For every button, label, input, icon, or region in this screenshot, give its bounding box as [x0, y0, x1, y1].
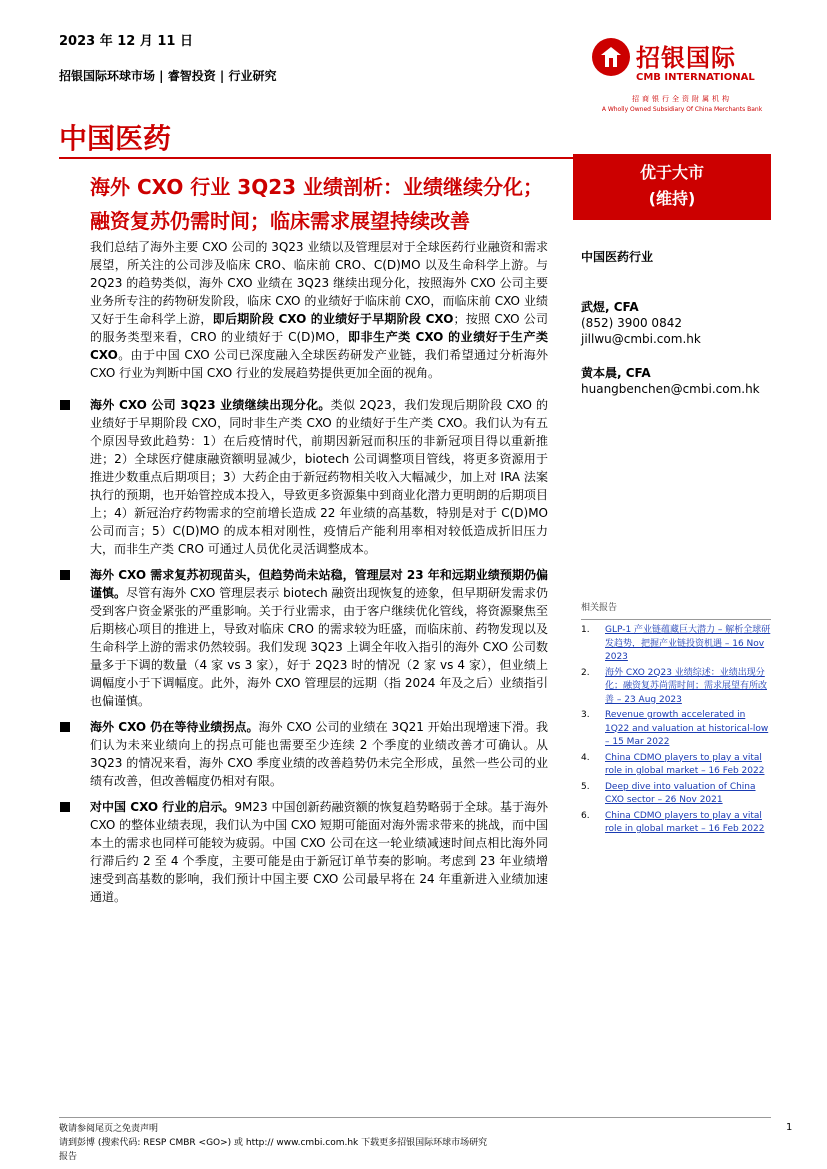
- related-report-link[interactable]: [581, 752, 771, 779]
- footer: [59, 1122, 487, 1164]
- summary-paragraph: [90, 238, 548, 382]
- analyst-sidebar: [581, 248, 771, 397]
- bullet-square-icon: [60, 570, 70, 580]
- bullet-item: [60, 566, 548, 710]
- related-report-link[interactable]: [581, 781, 771, 808]
- rating-status: (维持): [648, 189, 696, 208]
- bullet-square-icon: [60, 802, 70, 812]
- related-report-link[interactable]: [581, 810, 771, 837]
- page-number: 1: [786, 1122, 793, 1133]
- analyst-phone: (852) 3900 0842: [581, 316, 682, 330]
- related-num: 6.: [581, 810, 590, 821]
- rating-label: 优于大市: [639, 163, 704, 182]
- related-reports: [581, 600, 771, 839]
- footer-disclaimer[interactable]: 敬请参阅尾页之免责声明: [59, 1124, 159, 1134]
- analyst-name: 黄本晨, CFA: [581, 366, 651, 380]
- analyst-email[interactable]: huangbenchen@cmbi.com.hk: [581, 382, 760, 396]
- related-num: 1.: [581, 625, 590, 635]
- logo-tagline-en: A Wholly Owned Subsidiary Of China Merchants Bank: [601, 106, 763, 113]
- related-num: 4.: [581, 752, 590, 763]
- key-points: [60, 396, 548, 914]
- bullet-square-icon: [60, 722, 70, 732]
- report-date: 2023 年 12 月 11 日: [59, 34, 193, 49]
- bullet-item: [60, 718, 548, 790]
- related-num: 5.: [581, 781, 590, 792]
- title-line-1: 海外 CXO 行业 3Q23 业绩剖析：业绩继续分化；: [90, 175, 543, 199]
- bullet-heading: 对中国 CXO 行业的启示。: [90, 800, 235, 814]
- sector-title: 中国医药: [59, 122, 172, 155]
- bullet-text: 类似 2Q23，我们发现后期阶段 CXO 的业绩好于早期阶段 CXO，同时非生产类 CXO 的业绩好于生产类 CXO。我们认为有五个原因导致此趋势：1）在后疫情时代，前期因新冠而积压的非新冠项目得以重新推进；2）全球医疗健康融资额明显减少，biotech 公司调整项目管线，将更多资源用于推进少数重点后期项目；3）大药企由于新冠药物相关收入大幅减少，加上对 IRA 法案执行的预期，也开始管控成本投入，导致更多资源集中到商业化潜力更明朗的后期项目上；4）新冠治疗药物需求的空前增长造成 22 年业绩的高基数，特别是对于 C(D)MO 公司而言；5）C(D)MO 的成本相对刚性，疫情后产能利用率相对较低造成折旧压力大，而非生产类 CRO 可通过人员优化灵活调整成本。: [90, 398, 549, 556]
- logo-en: CMB INTERNATIONAL: [636, 72, 755, 83]
- related-num: 3.: [581, 710, 590, 720]
- rating-box: [573, 154, 771, 220]
- title-line-2: 融资复苏仍需时间；临床需求展望持续改善: [90, 209, 470, 233]
- bullet-square-icon: [60, 400, 70, 410]
- logo-cn: 招银国际: [636, 44, 736, 72]
- related-title: China CDMO players to play a vital role in global market – 16 Feb 2022: [605, 810, 765, 834]
- report-subheader: 招银国际环球市场 | 睿智投资 | 行业研究: [59, 69, 277, 83]
- bullet-heading: 海外 CXO 公司 3Q23 业绩继续出现分化。: [90, 398, 331, 412]
- cmbi-logo: [592, 38, 772, 118]
- bullet-item: [60, 798, 548, 906]
- bullet-text: 9M23 中国创新药融资额的恢复趋势略弱于全球。基于海外 CXO 的整体业绩表现，我们认为中国 CXO 短期可能面对海外需求带来的挑战，而中国本土的需求也同样可能较为疲弱。中国 CXO 公司在这一轮业绩减速时间点相比海外同行滞后约 2 至 4 个季度，主要可能是由于新冠订单节奏的影响。考虑到 23 年业绩增速受到高基数的影响，我们预计中国主要 CXO 公司最早将在 24 年重新进入业绩加速通道。: [90, 800, 549, 904]
- footer-divider: [59, 1117, 771, 1118]
- logo-tagline-cn: 招商银行全资附属机构: [632, 95, 732, 103]
- bullet-item: [60, 396, 548, 558]
- footer-download-cont: 报告: [59, 1152, 78, 1162]
- related-title: GLP-1 产业链蕴藏巨大潜力 – 解析全球研发趋势，把握产业链投资机遇 – 16 Nov 2023: [605, 625, 771, 662]
- related-title: China CDMO players to play a vital role in global market – 16 Feb 2022: [605, 752, 765, 776]
- related-divider: [581, 619, 771, 620]
- bullet-heading: 海外 CXO 仍在等待业绩拐点。: [90, 720, 259, 734]
- report-title: [90, 170, 543, 238]
- related-num: 2.: [581, 667, 590, 678]
- related-title: Deep dive into valuation of China CXO sector – 26 Nov 2021: [605, 781, 756, 805]
- related-title: Revenue growth accelerated in 1Q22 and valuation at historical-low – 15 Mar 2022: [605, 710, 769, 747]
- bullet-text: 海外 CXO 公司的业绩在 3Q21 开始出现增速下滑。我们认为未来业绩向上的拐点可能也需要至少连续 2 个季度的业绩改善才可确认。从 3Q23 的情况来看，海外 CXO 季度业绩的改善趋势仍未完全形成，虽然一些公司的业绩有改善，但改善幅度仍相对有限。: [90, 720, 548, 788]
- summary-text-3: 。由于中国 CXO 公司已深度融入全球医药研发产业链，我们希望通过分析海外 CXO 行业为判断中国 CXO 行业的发展趋势提供更加全面的视角。: [90, 348, 548, 380]
- cmbi-logo-icon: [592, 38, 630, 76]
- related-report-link[interactable]: [581, 667, 771, 708]
- related-report-link[interactable]: [581, 709, 771, 750]
- bullet-heading: 海外 CXO 需求复苏初现苗头，但趋势尚未站稳，管理层对 23 年和远期业绩预期仍偏谨慎。: [90, 568, 548, 600]
- analyst-name: 武煜, CFA: [581, 300, 639, 314]
- bullet-text: 尽管有海外 CXO 管理层表示 biotech 融资出现恢复的迹象，但早期研发需求仍受到客户资金紧张的严重影响。关于行业需求，由于客户继续优化管线，将资源聚焦至后期核心项目的推进上，导致对临床 CRO 的需求较为旺盛，而临床前、药物发现以及生命科学上游的需求仍然较弱。我们发现 3Q23 上调全年收入指引的海外 CXO 公司数量多于下调的数量（4 家 vs 3 家），好于 2Q23 时的情况（2 家 vs 4 家），但业绩上调幅度小于下调幅度。此外，海外 CXO 管理层的远期（指 2024 年及之后）业绩指引也偏谨慎。: [90, 586, 548, 708]
- footer-download[interactable]: 请到彭博 (搜索代码: RESP CMBR <GO>) 或 http:// www.cmbi.com.hk 下载更多招银国际环球市场研究: [59, 1138, 488, 1148]
- summary-bold-2: 即非生产类 CXO 的业绩好于生产类 CXO: [90, 330, 548, 362]
- summary-text-1: 我们总结了海外主要 CXO 公司的 3Q23 业绩以及管理层对于全球医药行业融资和需求展望，所关注的公司涉及临床 CRO、临床前 CRO、C(D)MO 以及生命科学上游。与 2Q23 的趋势类似，海外 CXO 业绩在 3Q23 继续出现分化，按照海外 CXO 公司主要业务所专注的药物研发阶段，临床 CXO 的业绩好于临床前 CXO，而临床前 CXO 业绩又好于生命科学上游，: [90, 240, 548, 326]
- related-title: 海外 CXO 2Q23 业绩综述：业绩出现分化；融资复苏尚需时间；需求展望有所改善 – 23 Aug 2023: [605, 667, 768, 705]
- summary-text-2: ；按照 CXO 公司的服务类型来看，CRO 的业绩好于 C(D)MO，: [90, 312, 548, 344]
- summary-bold-1: 即后期阶段 CXO 的业绩好于早期阶段 CXO: [212, 312, 454, 326]
- related-reports-heading: 相关报告: [581, 603, 618, 613]
- analyst-email[interactable]: jillwu@cmbi.com.hk: [581, 332, 701, 346]
- related-report-link[interactable]: [581, 624, 771, 665]
- industry-label: 中国医药行业: [581, 250, 654, 264]
